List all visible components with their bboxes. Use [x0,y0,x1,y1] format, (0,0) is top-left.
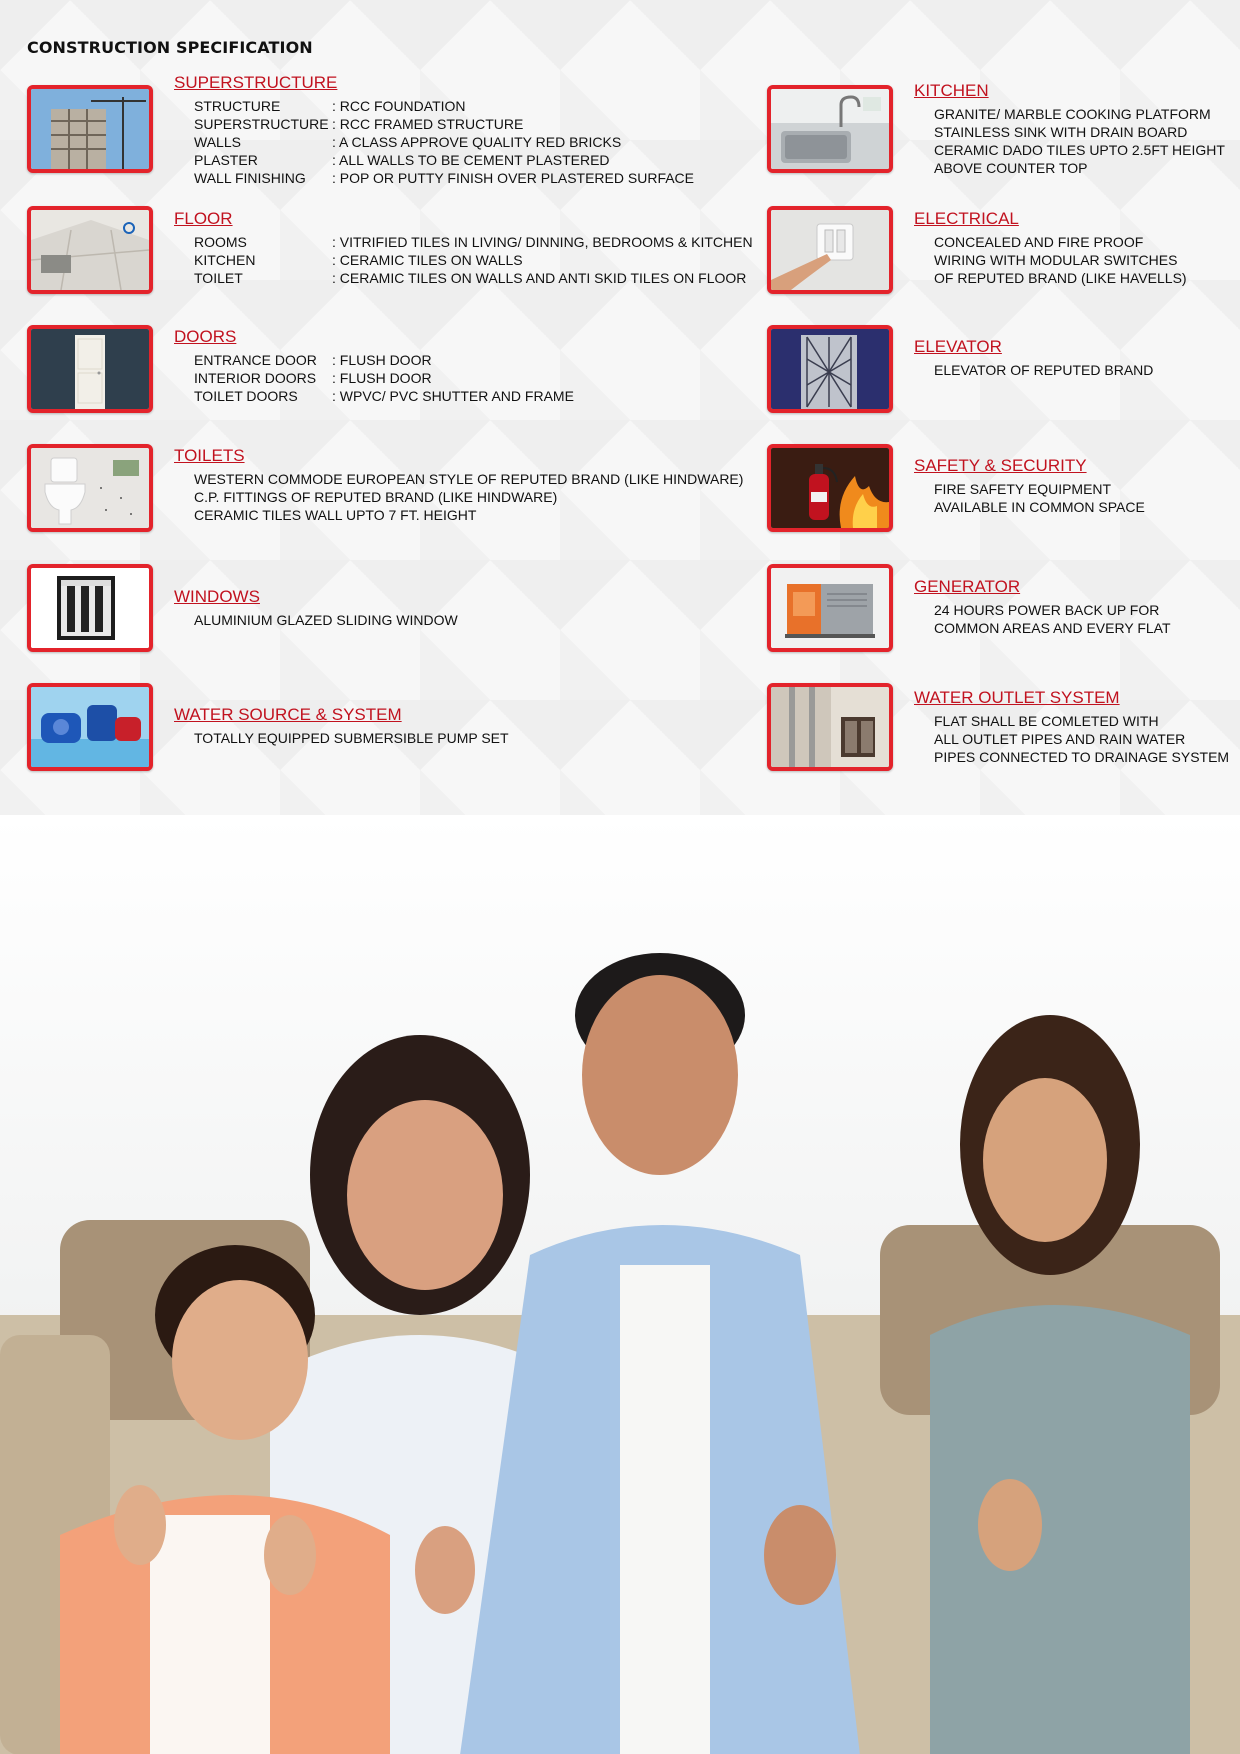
specification-panel [0,0,1240,815]
section-title: WATER OUTLET SYSTEM [914,688,1120,707]
section-title: KITCHEN [914,81,989,100]
elevator-icon [767,325,893,413]
generator-icon [767,564,893,652]
building-construction-icon [27,85,153,173]
spec-list [934,480,1145,516]
spec-line: WIRING WITH MODULAR SWITCHES [934,252,1178,268]
section-title: SAFETY & SECURITY [914,456,1087,475]
spec-row: STRUCTURE : RCC FOUNDATION [194,97,694,115]
spec-line: CERAMIC TILES WALL UPTO 7 FT. HEIGHT [194,507,477,523]
spec-line: ABOVE COUNTER TOP [934,160,1088,176]
spec-line: ELEVATOR OF REPUTED BRAND [934,362,1154,378]
spec-list [194,611,458,629]
spec-list [934,105,1225,177]
section-title: DOORS [174,327,237,346]
spec-row: ROOMS : VITRIFIED TILES IN LIVING/ DINNING, BEDROOMS & KITCHEN [194,233,753,251]
section-title: SUPERSTRUCTURE [174,73,338,92]
spec-list [934,601,1171,637]
spec-list [194,97,694,187]
section-title: TOILETS [174,446,245,465]
spec-line: WESTERN COMMODE EUROPEAN STYLE OF REPUTED BRAND (LIKE HINDWARE) [194,471,744,487]
spec-line: TOTALLY EQUIPPED SUBMERSIBLE PUMP SET [194,730,509,746]
spec-line: FLAT SHALL BE COMLETED WITH [934,713,1159,729]
toilet-icon [27,444,153,532]
kitchen-sink-icon [767,85,893,173]
spec-line: STAINLESS SINK WITH DRAIN BOARD [934,124,1188,140]
spec-line: FIRE SAFETY EQUIPMENT [934,481,1112,497]
spec-line: C.P. FITTINGS OF REPUTED BRAND (LIKE HINDWARE) [194,489,558,505]
spec-list [194,470,743,524]
spec-list [194,729,509,747]
spec-list [194,351,574,405]
fire-extinguisher-icon [767,444,893,532]
spec-list [934,712,1229,766]
spec-line: ALUMINIUM GLAZED SLIDING WINDOW [194,612,458,628]
spec-row: PLASTER : ALL WALLS TO BE CEMENT PLASTERED [194,151,694,169]
spec-line: AVAILABLE IN COMMON SPACE [934,499,1145,515]
section-title: FLOOR [174,209,233,228]
section-title: ELEVATOR [914,337,1002,356]
drain-pipe-icon [767,683,893,771]
family-photo [0,815,1240,1754]
section-title: ELECTRICAL [914,209,1019,228]
switch-board-icon [767,206,893,294]
spec-row: TOILET DOORS : WPVC/ PVC SHUTTER AND FRAME [194,387,574,405]
spec-row: WALL FINISHING : POP OR PUTTY FINISH OVER PLASTERED SURFACE [194,169,694,187]
spec-line: 24 HOURS POWER BACK UP FOR [934,602,1160,618]
door-icon [27,325,153,413]
spec-row: KITCHEN : CERAMIC TILES ON WALLS [194,251,753,269]
spec-line: CONCEALED AND FIRE PROOF [934,234,1144,250]
spec-line: CERAMIC DADO TILES UPTO 2.5FT HEIGHT [934,142,1225,158]
spec-list [934,361,1153,379]
spec-list [934,233,1187,287]
spec-line: PIPES CONNECTED TO DRAINAGE SYSTEM [934,749,1230,765]
spec-row: WALLS : A CLASS APPROVE QUALITY RED BRICKS [194,133,694,151]
spec-list [194,233,753,287]
spec-row: TOILET : CERAMIC TILES ON WALLS AND ANTI SKID TILES ON FLOOR [194,269,753,287]
spec-row: SUPERSTRUCTURE : RCC FRAMED STRUCTURE [194,115,694,133]
section-title: WINDOWS [174,587,260,606]
spec-line: GRANITE/ MARBLE COOKING PLATFORM [934,106,1211,122]
floor-tiles-icon [27,206,153,294]
window-icon [27,564,153,652]
spec-line: COMMON AREAS AND EVERY FLAT [934,620,1171,636]
spec-line: OF REPUTED BRAND (LIKE HAVELLS) [934,270,1187,286]
spec-row: ENTRANCE DOOR : FLUSH DOOR [194,351,574,369]
section-title: WATER SOURCE & SYSTEM [174,705,402,724]
spec-line: ALL OUTLET PIPES AND RAIN WATER [934,731,1186,747]
spec-row: INTERIOR DOORS : FLUSH DOOR [194,369,574,387]
page-title: CONSTRUCTION SPECIFICATION [27,38,313,57]
water-pump-icon [27,683,153,771]
section-title: GENERATOR [914,577,1021,596]
